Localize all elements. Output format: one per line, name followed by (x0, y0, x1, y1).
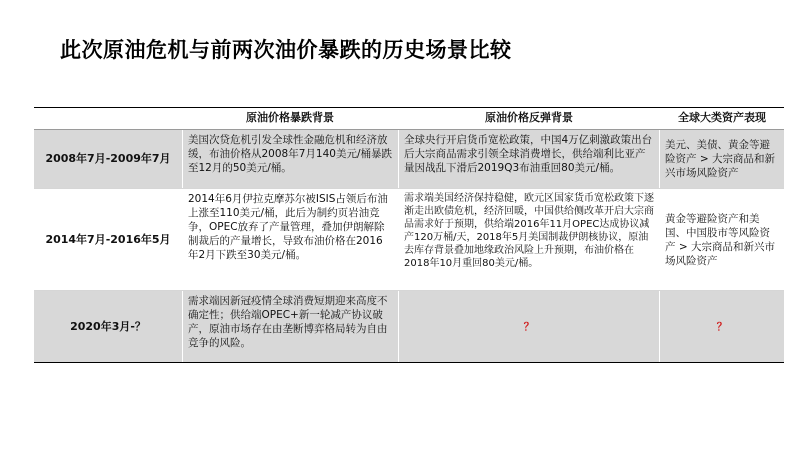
row-assets-text: 美元、美债、黄金等避险资产 > 大宗商品和新兴市场风险资产 (660, 130, 784, 188)
row-rebound-text: 全球央行开启货币宽松政策，中国4万亿刺激政策出台后大宗商品需求引领全球消费增长，供给端利比亚产量因战乱下滑后2019Q3布油重回80美元/桶。 (398, 130, 660, 188)
table-row (34, 130, 784, 189)
table-header-row (34, 108, 784, 130)
row-crash-text: 美国次贷危机引发全球性金融危机和经济放缓，布油价格从2008年7月140美元/桶暴跌至12月的50美元/桶。 (182, 130, 398, 188)
row-rebound-unknown: ？ (398, 291, 660, 362)
table-row (34, 291, 784, 363)
slide-title: 此次原油危机与前两次油价暴跌的历史场景比较 (60, 38, 512, 62)
row-period: 2020年3月-？ (34, 291, 182, 362)
row-assets-text: 黄金等避险资产和美国、中国股市等风险资产 > 大宗商品和新兴市场风险资产 (660, 189, 784, 290)
header-rebound-background: 原油价格反弹背景 (485, 111, 573, 124)
row-assets-unknown: ？ (660, 291, 784, 362)
row-rebound-text: 需求端美国经济保持稳健，欧元区国家货币宽松政策下逐渐走出欧债危机，经济回暖，中国供给侧改革开启大宗商品需求好于预期，供给端2016年11月OPEC达成协议减产120万桶/天，2018年5月美国制裁伊朗核协议，原油去库存背景叠加地缘政治风险上升预期，布油价格在2018年10月重回80美元/桶。 (398, 189, 660, 290)
row-period: 2014年7月-2016年5月 (34, 189, 182, 290)
header-crash-background: 原油价格暴跌背景 (246, 111, 334, 124)
header-asset-performance: 全球大类资产表现 (678, 111, 766, 124)
row-period: 2008年7月-2009年7月 (34, 130, 182, 188)
row-crash-text: 需求端因新冠疫情全球消费短期迎来高度不确定性；供给端OPEC+新一轮减产协议破产，原油市场存在由垄断博弈格局转为自由竞争的风险。 (182, 291, 398, 362)
header-period (34, 108, 182, 129)
row-crash-text: 2014年6月伊拉克摩苏尔被ISIS占领后布油上涨至110美元/桶，此后为制约页岩油竞争，OPEC放弃了产量管理，叠加伊朗解除制裁后的产量增长，导致布油价格在2016年2月下跌至30美元/桶。 (182, 189, 398, 290)
comparison-table (34, 107, 784, 363)
table-row (34, 189, 784, 291)
